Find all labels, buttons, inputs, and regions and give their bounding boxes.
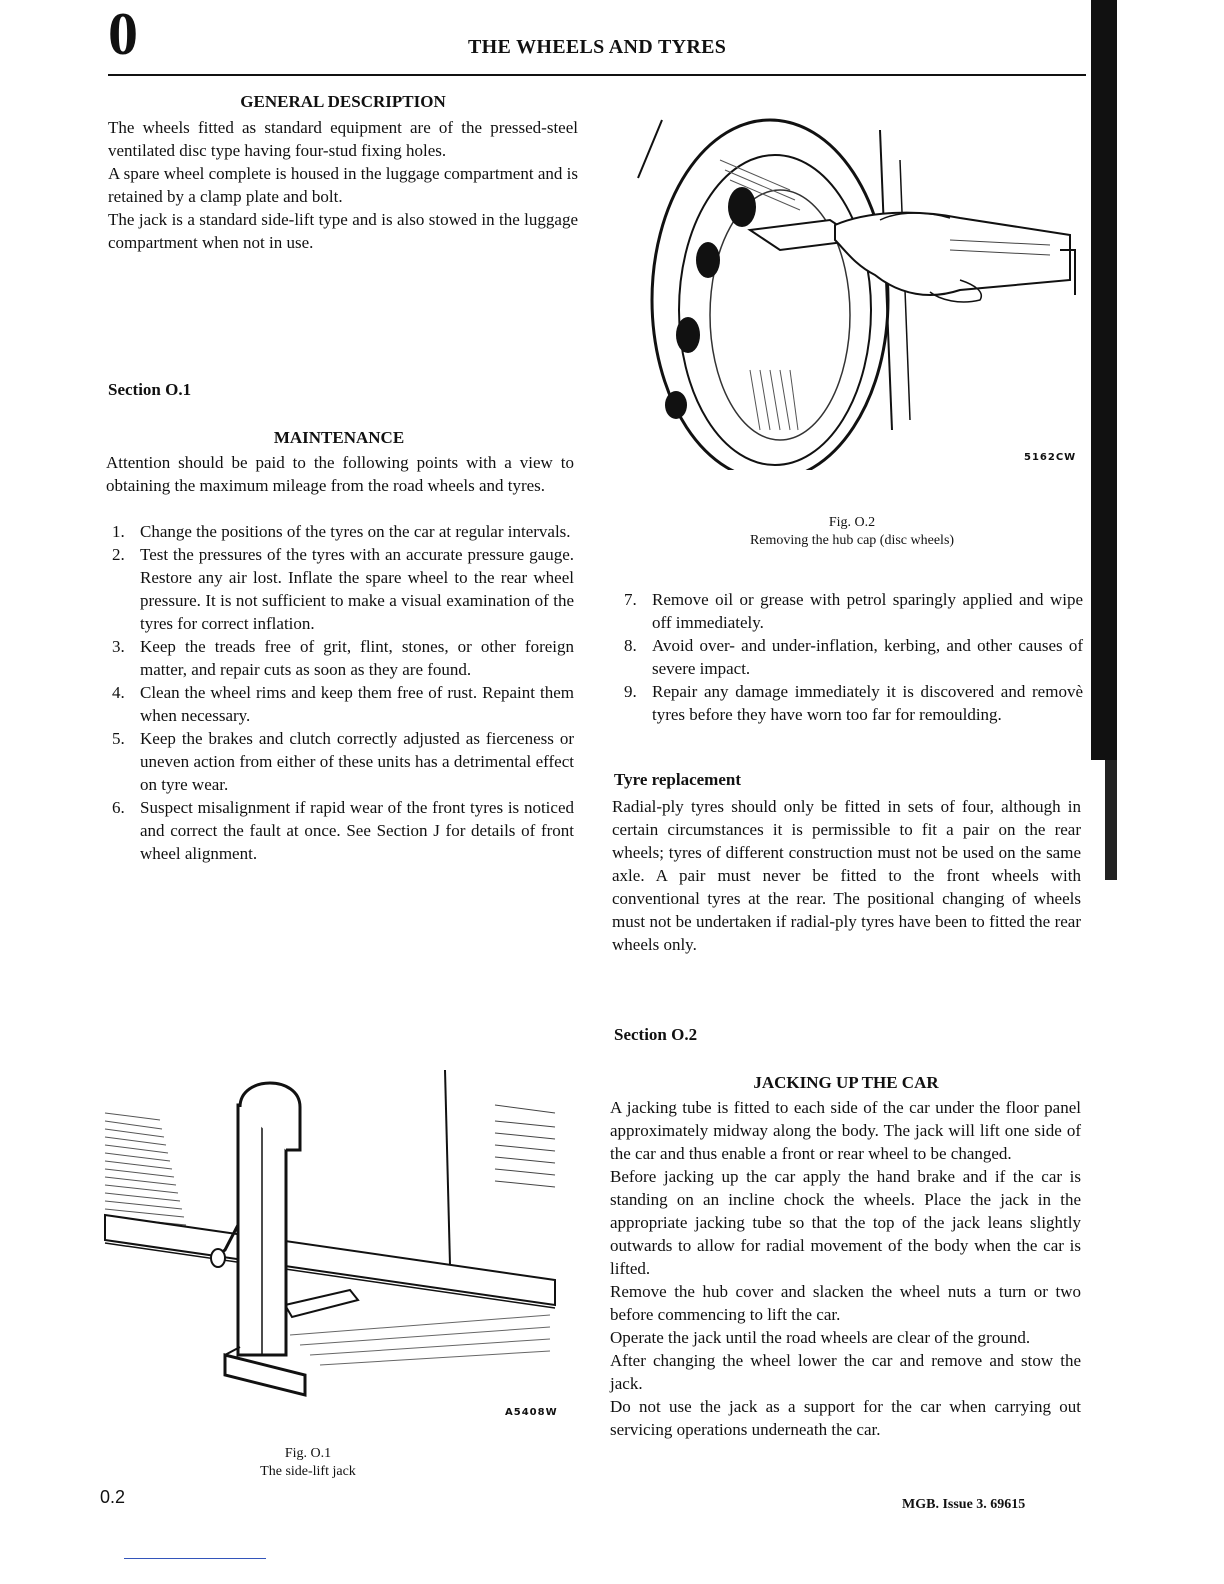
maintenance-list-continued xyxy=(618,588,1083,726)
page-edge-bar xyxy=(1091,0,1117,760)
figure-caption-text: Removing the hub cap (disc wheels) xyxy=(749,533,955,548)
list-item: 6. Suspect misalignment if rapid wear of the front tyres is noticed and correct the fault at once. See Section J for details of front wheel alignment. xyxy=(112,798,574,863)
list-item: 4. Clean the wheel rims and keep them free of rust. Repaint them when necessary. xyxy=(112,683,574,725)
figure-caption xyxy=(700,514,1004,550)
jacking-text xyxy=(610,1096,1081,1441)
list-item: 8. Avoid over- and under-inflation, kerbing, and other causes of severe impact. xyxy=(624,636,1083,678)
page-edge-bar-lower xyxy=(1105,760,1117,880)
section-letter: 0 xyxy=(108,1,138,67)
maintenance-list xyxy=(106,520,574,865)
list-item: 1. Change the positions of the tyres on the car at regular intervals. xyxy=(112,522,571,541)
list-item: 9. Repair any damage immediately it is discovered and removè tyres before they have worn too far for remoulding. xyxy=(624,682,1083,724)
header-rule xyxy=(108,74,1086,76)
list-item: 3. Keep the treads free of grit, flint, stones, or other foreign matter, and repair cuts as soon as they are found. xyxy=(112,637,574,679)
fig-code: A5408W xyxy=(505,1407,558,1418)
jacking-paragraph: Remove the hub cover and slacken the wheel nuts a turn or two before commencing to lift the car. xyxy=(610,1282,1081,1324)
list-item: 2. Test the pressures of the tyres with an accurate pressure gauge. Restore any air lost. Inflate the spare wheel to the rear wheel pressure. It is not sufficient to make a visual examination of the tyres for correct inflation. xyxy=(112,545,574,633)
jacking-heading: JACKING UP THE CAR xyxy=(753,1073,939,1092)
fig-code: 5162CW xyxy=(1024,452,1077,463)
side-lift-jack-illustration xyxy=(100,1065,565,1415)
tyre-replacement-text: Radial-ply tyres should only be fitted in sets of four, although in certain circumstances it is permissible to fit a pair on the rear wheels; tyres of different construction must not be used on the same axle. A pair must never be fitted to the front wheels with conventional tyres at the rear. The positional changing of wheels must not be undertaken if radial-ply tyres have been to fitted the rear wheels only. xyxy=(612,797,1081,954)
maintenance-intro: Attention should be paid to the following points with a view to obtaining the maximum mileage from the road wheels and tyres. xyxy=(106,453,574,495)
hub-cap-removal-illustration xyxy=(630,100,1080,470)
figure-label: Fig. O.2 xyxy=(828,515,876,530)
general-description-text xyxy=(108,116,578,254)
bottom-rule xyxy=(124,1558,266,1559)
tyre-replacement-heading: Tyre replacement xyxy=(614,770,741,789)
jacking-paragraph: Operate the jack until the road wheels are clear of the ground. xyxy=(610,1328,1031,1347)
section-label: Section O.2 xyxy=(614,1025,698,1044)
jacking-paragraph: Before jacking up the car apply the hand brake and if the car is standing on an incline chock the wheels. Place the jack in the appropriate jacking tube so that the top of the jack leans slightly outwards to allow for radial movement of the body when the car is lifted. xyxy=(610,1167,1081,1278)
jacking-paragraph: After changing the wheel lower the car and remove and stow the jack. xyxy=(610,1351,1081,1393)
figure-label: Fig. O.1 xyxy=(284,1446,332,1461)
jacking-paragraph: Do not use the jack as a support for the car when carrying out servicing operations underneath the car. xyxy=(610,1397,1081,1439)
figure-caption-text: The side-lift jack xyxy=(260,1464,356,1479)
general-paragraph: The jack is a standard side-lift type and is also stowed in the luggage compartment when not in use. xyxy=(108,210,578,252)
issue-footer: MGB. Issue 3. 69615 xyxy=(902,1497,1026,1512)
general-paragraph: A spare wheel complete is housed in the luggage compartment and is retained by a clamp plate and bolt. xyxy=(108,164,578,206)
general-description-heading: GENERAL DESCRIPTION xyxy=(240,92,446,111)
list-item: 5. Keep the brakes and clutch correctly adjusted as fierceness or uneven action from either of these units has a detrimental effect on tyre wear. xyxy=(112,729,574,794)
page-title: THE WHEELS AND TYRES xyxy=(468,36,727,58)
section-label: Section O.1 xyxy=(108,380,192,399)
list-item: 7. Remove oil or grease with petrol sparingly applied and wipe off immediately. xyxy=(624,590,1083,632)
maintenance-heading: MAINTENANCE xyxy=(273,428,405,447)
figure-caption xyxy=(208,1445,408,1481)
general-paragraph: The wheels fitted as standard equipment are of the pressed-steel ventilated disc type having four-stud fixing holes. xyxy=(108,118,578,160)
jacking-paragraph: A jacking tube is fitted to each side of the car under the floor panel approximately midway along the body. The jack will lift one side of the car and thus enable a front or rear wheel to be changed. xyxy=(610,1098,1081,1163)
page-number: 0.2 xyxy=(100,1487,126,1507)
